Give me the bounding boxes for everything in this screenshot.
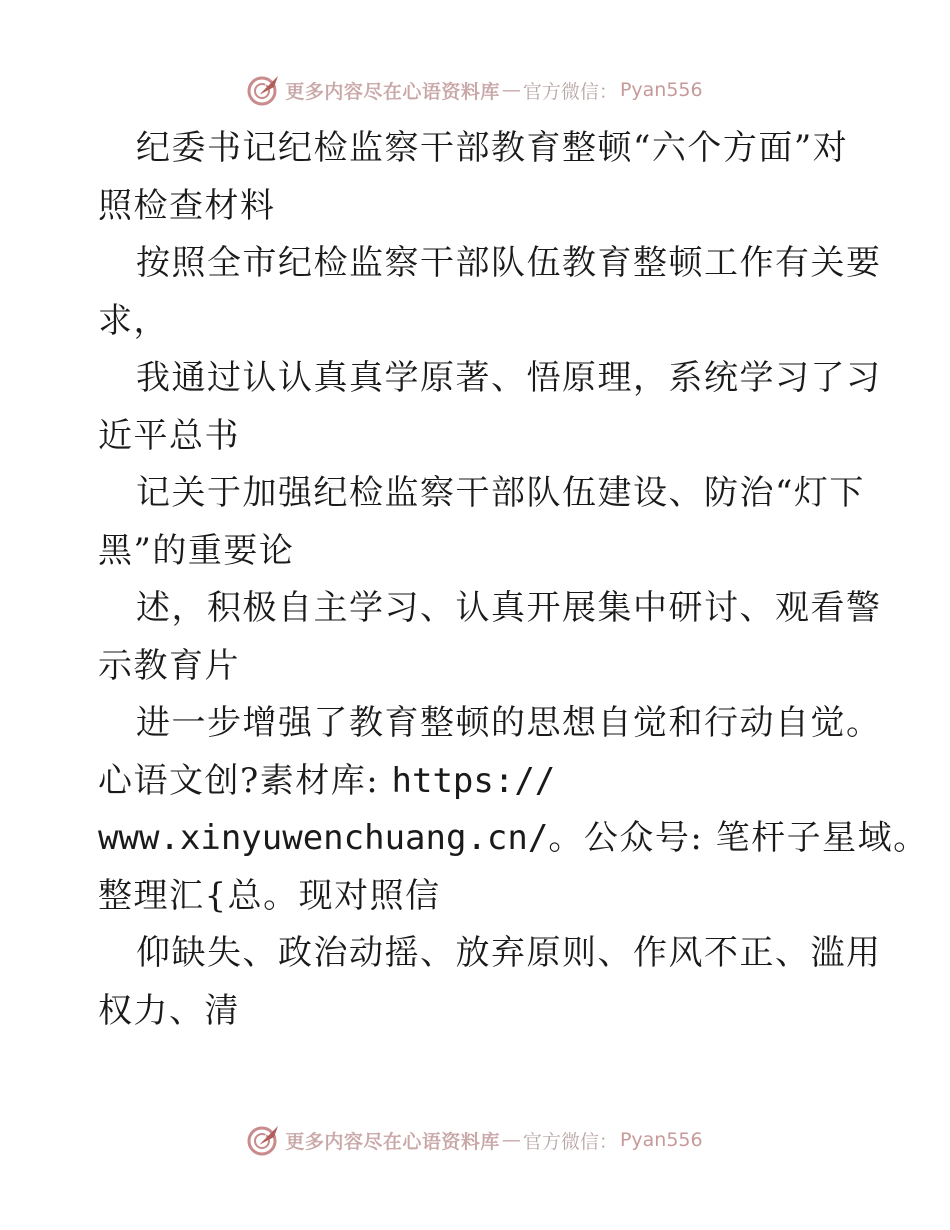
watermark-separator: —	[501, 79, 521, 101]
text-line: 近平总书	[98, 415, 240, 456]
text-line: 示教育片	[98, 645, 240, 686]
text-line: 仰缺失、政治动摇、放弃原则、作风不正、滥用	[136, 933, 882, 973]
text-line: 按照全市纪检监察干部队伍教育整顿工作有关要	[136, 243, 882, 283]
text-line: 进一步增强了教育整顿的思想自觉和行动自觉。	[136, 703, 882, 743]
footer-watermark	[0, 1120, 950, 1160]
watermark-handle: Pyan556	[619, 1129, 703, 1151]
watermark-wechat-label: 官方微信：	[522, 80, 618, 103]
url-fragment: https://	[391, 760, 556, 801]
text-line: 整理汇{总。现对照信	[98, 875, 441, 916]
watermark-wechat-label: 官方微信：	[522, 1130, 618, 1153]
text-segment: 心语文创?素材库:	[98, 760, 392, 801]
text-line: 照检查材料	[98, 185, 276, 226]
text-line: 记关于加强纪检监察干部队伍建设、防治“灯下	[136, 473, 865, 513]
text-segment: 。公众号: 笔杆子星域。	[548, 818, 929, 858]
text-line: 纪委书记纪检监察干部教育整顿“六个方面”对	[136, 128, 849, 168]
text-line: 述，积极自主学习、认真开展集中研讨、观看警	[136, 588, 882, 628]
text-line: 黑”的重要论	[98, 530, 295, 571]
document-body	[98, 120, 929, 1040]
watermark-handle: Pyan556	[619, 79, 703, 101]
quill-logo-icon	[247, 73, 281, 107]
text-line	[98, 753, 858, 811]
text-line: 权力、清	[98, 990, 240, 1031]
watermark-brand: 更多内容尽在心语资料库	[285, 80, 500, 103]
header-watermark	[0, 70, 950, 110]
watermark-brand: 更多内容尽在心语资料库	[285, 1130, 500, 1153]
text-line: 我通过认认真真学原著、悟原理，系统学习了习	[136, 358, 882, 398]
watermark-separator: —	[501, 1129, 521, 1151]
url-fragment: www.xinyuwenchuang.cn/	[98, 818, 549, 858]
text-line: 求，	[98, 300, 169, 341]
text-line	[98, 810, 929, 868]
quill-logo-icon	[247, 1123, 281, 1157]
